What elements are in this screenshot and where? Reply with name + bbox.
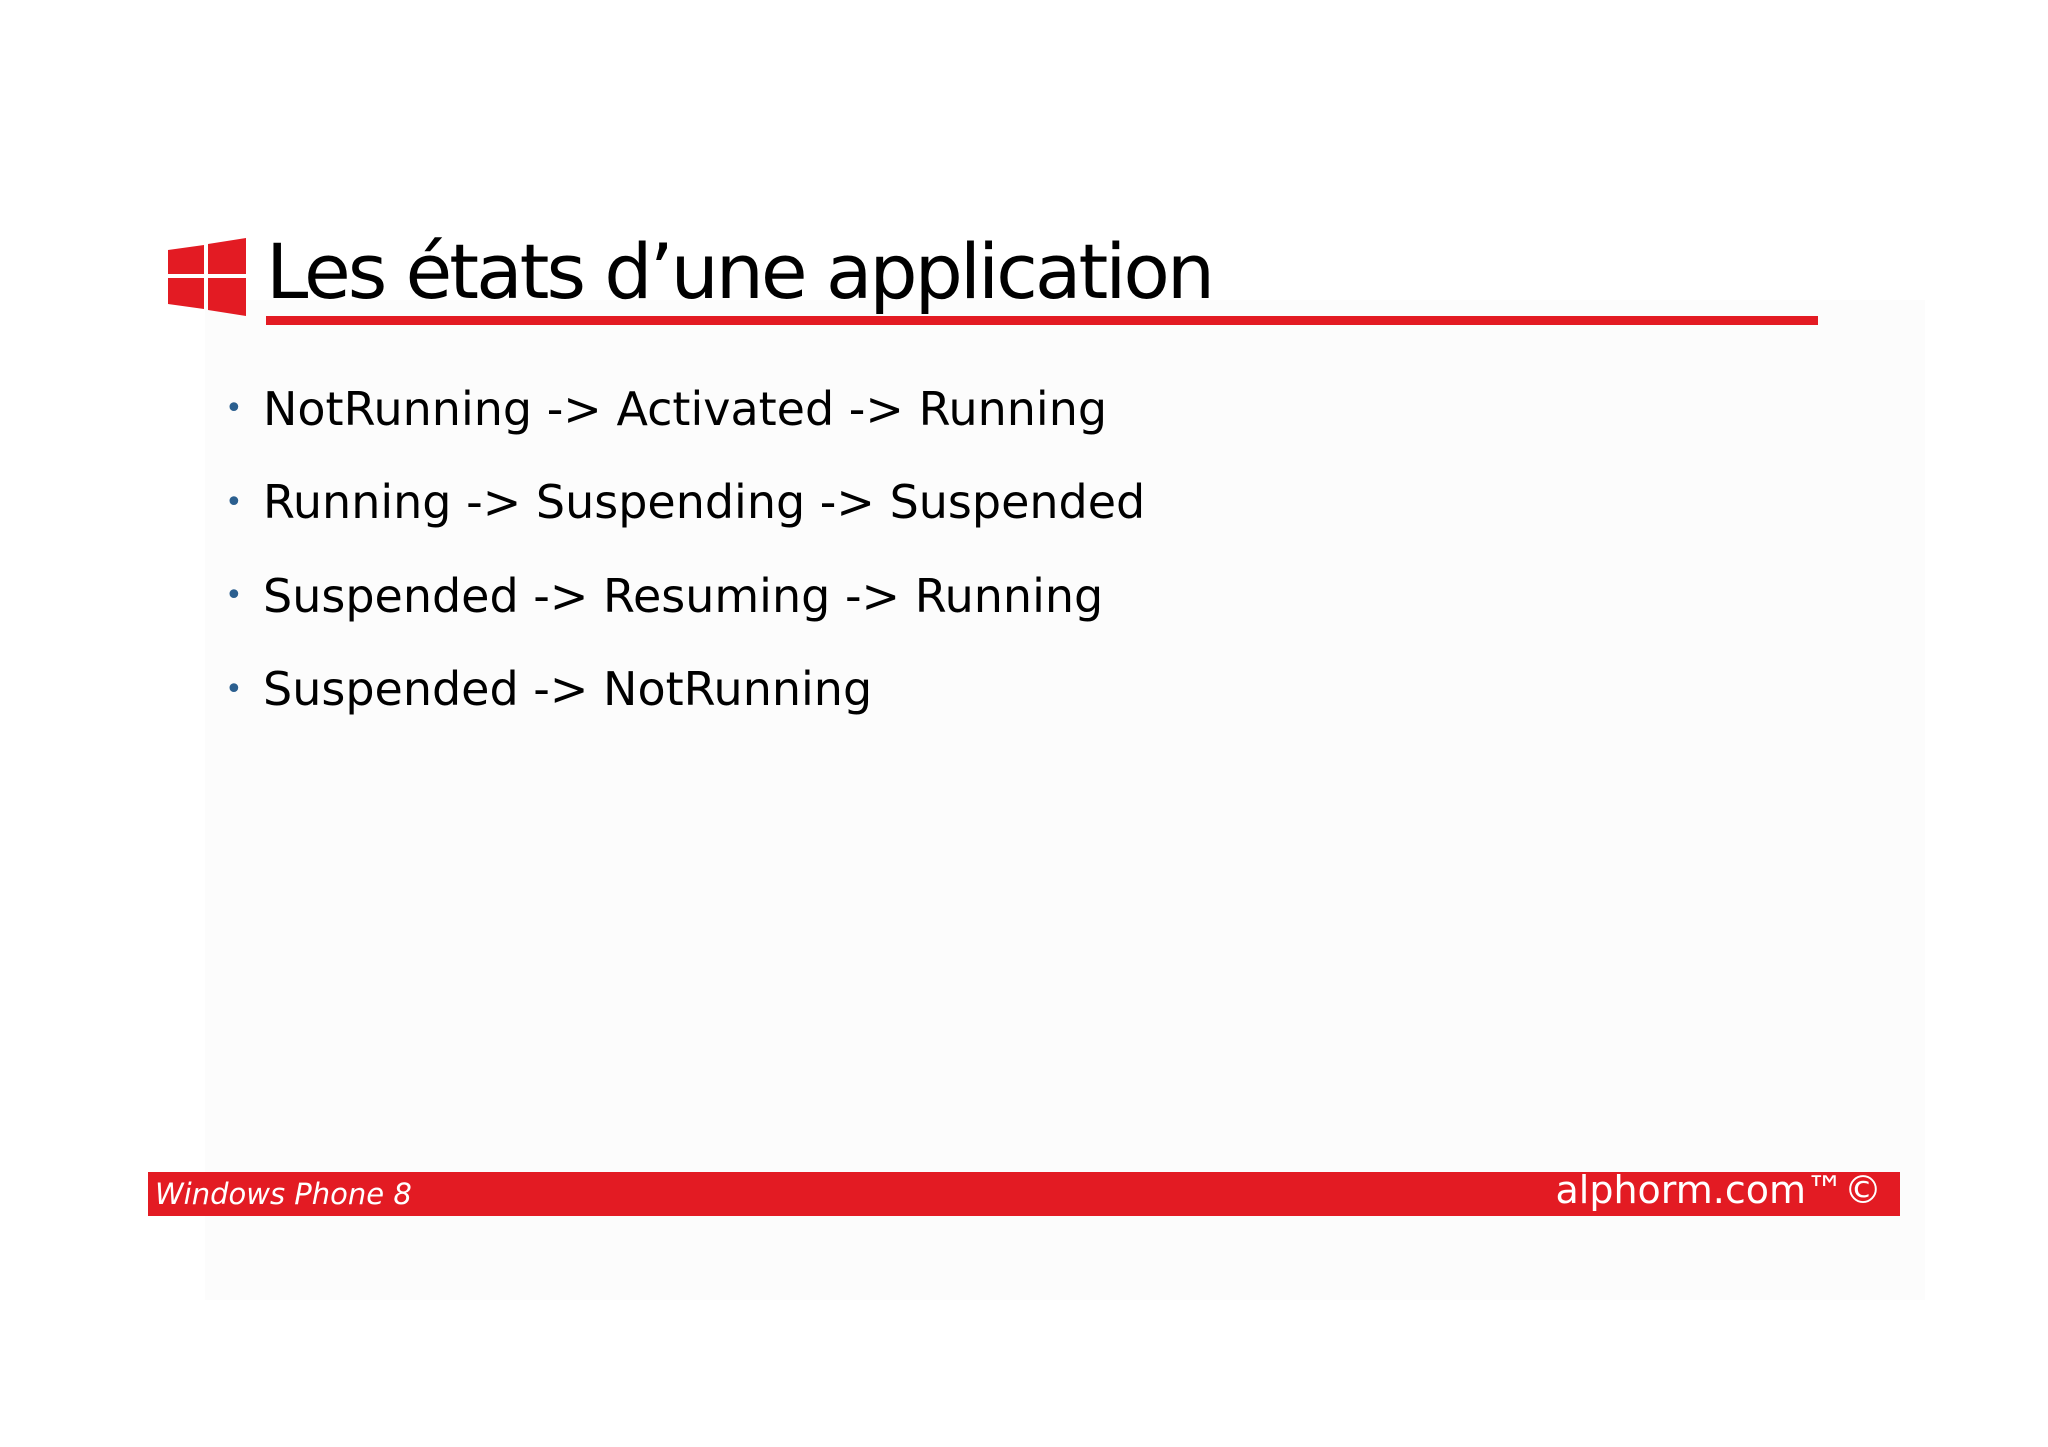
windows-logo-icon: [168, 238, 246, 316]
footer-course-title: Windows Phone 8: [155, 1177, 412, 1211]
bullet-icon: •: [225, 391, 243, 427]
footer-bar: [148, 1168, 1900, 1216]
title-underline: [266, 316, 1818, 325]
bullet-text: Suspended -> NotRunning: [263, 662, 873, 717]
bullet-icon: •: [225, 578, 243, 614]
bullet-list: [225, 362, 1145, 736]
bullet-text: NotRunning -> Activated -> Running: [263, 381, 1108, 436]
list-item: [225, 549, 1145, 643]
bullet-text: Running -> Suspending -> Suspended: [263, 475, 1146, 530]
list-item: [225, 643, 1145, 737]
bullet-icon: •: [225, 671, 243, 707]
list-item: [225, 362, 1145, 456]
slide-title: Les états d’une application: [266, 227, 1213, 316]
footer-brand: alphorm.com™©: [1555, 1168, 1882, 1212]
bullet-text: Suspended -> Resuming -> Running: [263, 568, 1104, 623]
bullet-icon: •: [225, 484, 243, 520]
list-item: [225, 456, 1145, 550]
